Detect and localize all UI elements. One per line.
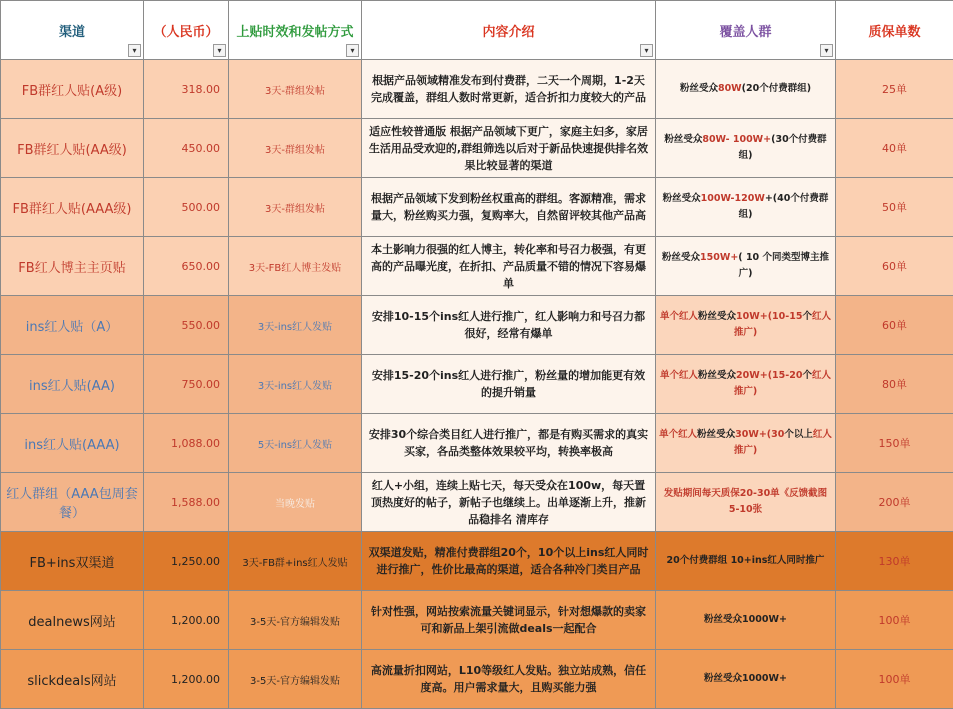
audience-text: 粉丝受众 bbox=[664, 134, 702, 145]
intro-cell: 红人+小组，连续上贴七天，每天受众在100w，每天置顶热度好的帖子，新帖子也继续上。出单逐渐上升，推新品稳排名 清库存 bbox=[362, 473, 656, 532]
channel-cell: ins红人贴(AA) bbox=[1, 355, 144, 414]
filter-dropdown-icon[interactable]: ▾ bbox=[346, 44, 359, 57]
channel-cell: FB红人博主主页贴 bbox=[1, 237, 144, 296]
audience-text: 粉丝受众 bbox=[662, 252, 700, 263]
header-label: 质保单数 bbox=[868, 25, 920, 40]
table-row bbox=[1, 119, 953, 178]
filter-dropdown-icon[interactable]: ▾ bbox=[820, 44, 833, 57]
audience-text: (20个付费群组) bbox=[742, 83, 811, 94]
audience-cell: 粉丝受众1000W+ bbox=[656, 650, 836, 709]
channel-cell: FB群红人贴(AA级) bbox=[1, 119, 144, 178]
method-cell: 3天-群组发帖 bbox=[229, 119, 362, 178]
method-cell: 3天-ins红人发贴 bbox=[229, 296, 362, 355]
intro-cell: 高流量折扣网站，L10等级红人发贴。独立站成熟，信任度高。用户需求量大，且购买能力强 bbox=[362, 650, 656, 709]
audience-cell bbox=[656, 414, 836, 473]
method-cell: 3天-FB群+ins红人发贴 bbox=[229, 532, 362, 591]
intro-cell: 适应性较普通版 根据产品领域下更广，家庭主妇多，家居生活用品受欢迎的,群组筛选以后对于新品快速提供排名效果比较显著的渠道 bbox=[362, 119, 656, 178]
method-cell: 3天-FB红人博主发贴 bbox=[229, 237, 362, 296]
method-cell: 3-5天-官方编辑发贴 bbox=[229, 591, 362, 650]
table-row bbox=[1, 296, 953, 355]
guarantee-cell: 25单 bbox=[836, 60, 953, 119]
header-label: 渠道 bbox=[59, 25, 85, 40]
audience-cell bbox=[656, 178, 836, 237]
header-audience bbox=[656, 1, 836, 60]
intro-cell: 安排15-20个ins红人进行推广，粉丝量的增加能更有效的提升销量 bbox=[362, 355, 656, 414]
intro-cell: 双渠道发贴，精准付费群组20个，10个以上ins红人同时进行推广，性价比最高的渠道，适合各种冷门类目产品 bbox=[362, 532, 656, 591]
guarantee-cell: 60单 bbox=[836, 237, 953, 296]
audience-highlight: 单个红人 bbox=[660, 370, 698, 381]
method-cell: 3天-群组发帖 bbox=[229, 60, 362, 119]
header-intro bbox=[362, 1, 656, 60]
method-cell: 3天-群组发帖 bbox=[229, 178, 362, 237]
price-cell: 500.00 bbox=[144, 178, 229, 237]
filter-dropdown-icon[interactable]: ▾ bbox=[128, 44, 141, 57]
audience-text: 粉丝受众 bbox=[698, 370, 736, 381]
audience-text: 个 bbox=[802, 311, 812, 322]
guarantee-cell: 130单 bbox=[836, 532, 953, 591]
audience-highlight: 100W-120W bbox=[701, 193, 765, 204]
audience-text: 粉丝受众 bbox=[663, 193, 701, 204]
audience-cell: 粉丝受众1000W+ bbox=[656, 591, 836, 650]
header-method bbox=[229, 1, 362, 60]
header-label: 上贴时效和发帖方式 bbox=[236, 25, 353, 40]
audience-cell bbox=[656, 119, 836, 178]
audience-text: 粉丝受众 bbox=[697, 429, 735, 440]
guarantee-cell: 60单 bbox=[836, 296, 953, 355]
guarantee-cell: 150单 bbox=[836, 414, 953, 473]
guarantee-cell: 50单 bbox=[836, 178, 953, 237]
audience-highlight: 红人推广) bbox=[734, 311, 831, 338]
filter-dropdown-icon[interactable]: ▾ bbox=[213, 44, 226, 57]
audience-text: 个以上 bbox=[784, 429, 813, 440]
table-row bbox=[1, 414, 953, 473]
intro-cell: 针对性强，网站按索流量关键词显示，针对想爆款的卖家可和新品上架引流做deals一起配合 bbox=[362, 591, 656, 650]
price-cell: 550.00 bbox=[144, 296, 229, 355]
intro-cell: 安排30个综合类目红人进行推广，都是有购买需求的真实买家，各品类整体效果较平均，转换率极高 bbox=[362, 414, 656, 473]
guarantee-cell: 80单 bbox=[836, 355, 953, 414]
table-row bbox=[1, 591, 953, 650]
intro-cell: 安排10-15个ins红人进行推广，红人影响力和号召力都很好，经常有爆单 bbox=[362, 296, 656, 355]
intro-cell: 根据产品领域下发到粉丝权重高的群组。客源精准，需求量大，粉丝购买力强，复购率大，自然留评较其他产品高 bbox=[362, 178, 656, 237]
header-label: （人民币） bbox=[153, 25, 218, 40]
table-row bbox=[1, 355, 953, 414]
price-cell: 750.00 bbox=[144, 355, 229, 414]
header-guarantee bbox=[836, 1, 953, 60]
audience-text: 粉丝受众 bbox=[680, 83, 718, 94]
audience-highlight: 单个红人 bbox=[659, 429, 697, 440]
table-row bbox=[1, 650, 953, 709]
price-cell: 1,088.00 bbox=[144, 414, 229, 473]
guarantee-cell: 100单 bbox=[836, 591, 953, 650]
audience-highlight: 红人推广) bbox=[734, 370, 831, 397]
intro-cell: 根据产品领域精准发布到付费群，二天一个周期，1-2天完成覆盖，群组人数时常更新，适合折扣力度较大的产品 bbox=[362, 60, 656, 119]
header-row bbox=[1, 1, 953, 60]
method-cell: 当晚发贴 bbox=[229, 473, 362, 532]
guarantee-cell: 200单 bbox=[836, 473, 953, 532]
channel-cell: FB群红人贴(AAA级) bbox=[1, 178, 144, 237]
channel-cell: ins红人贴(AAA) bbox=[1, 414, 144, 473]
header-label: 内容介绍 bbox=[482, 25, 534, 40]
audience-text: 粉丝受众 bbox=[698, 311, 736, 322]
audience-text: ( 10 个同类型博主推广) bbox=[738, 252, 829, 279]
audience-text: 个 bbox=[802, 370, 812, 381]
audience-highlight: 单个红人 bbox=[660, 311, 698, 322]
table-row bbox=[1, 237, 953, 296]
table-row bbox=[1, 178, 953, 237]
price-cell: 450.00 bbox=[144, 119, 229, 178]
table-row bbox=[1, 532, 953, 591]
audience-cell bbox=[656, 355, 836, 414]
channel-cell: dealnews网站 bbox=[1, 591, 144, 650]
audience-cell bbox=[656, 237, 836, 296]
method-cell: 3天-ins红人发贴 bbox=[229, 355, 362, 414]
channel-cell: FB+ins双渠道 bbox=[1, 532, 144, 591]
audience-cell: 20个付费群组 10+ins红人同时推广 bbox=[656, 532, 836, 591]
filter-dropdown-icon[interactable]: ▾ bbox=[640, 44, 653, 57]
price-cell: 1,588.00 bbox=[144, 473, 229, 532]
header-channel bbox=[1, 1, 144, 60]
audience-highlight: 红人推广) bbox=[734, 429, 832, 456]
guarantee-cell: 40单 bbox=[836, 119, 953, 178]
audience-text: (30个付费群组) bbox=[739, 134, 827, 161]
audience-cell: 发贴期间每天质保20-30单《反馈截图5-10张 bbox=[656, 473, 836, 532]
channel-cell: ins红人贴（A） bbox=[1, 296, 144, 355]
price-cell: 318.00 bbox=[144, 60, 229, 119]
audience-highlight: 30W+(30 bbox=[735, 429, 784, 440]
price-cell: 1,250.00 bbox=[144, 532, 229, 591]
channel-cell: 红人群组（AAA包周套餐） bbox=[1, 473, 144, 532]
audience-highlight: 80W bbox=[718, 83, 742, 94]
audience-cell bbox=[656, 296, 836, 355]
table-row bbox=[1, 473, 953, 532]
audience-highlight: 20W+(15-20 bbox=[736, 370, 802, 381]
channel-cell: FB群红人贴(A级) bbox=[1, 60, 144, 119]
table-row bbox=[1, 60, 953, 119]
guarantee-cell: 100单 bbox=[836, 650, 953, 709]
audience-cell bbox=[656, 60, 836, 119]
audience-highlight: 80W- 100W+ bbox=[702, 134, 771, 145]
audience-text: +(40个付费群组) bbox=[739, 193, 829, 220]
channel-cell: slickdeals网站 bbox=[1, 650, 144, 709]
header-label: 覆盖人群 bbox=[719, 25, 771, 40]
header-price bbox=[144, 1, 229, 60]
method-cell: 3-5天-官方编辑发贴 bbox=[229, 650, 362, 709]
intro-cell: 本土影响力很强的红人博主，转化率和号召力极强，有更高的产品曝光度，在折扣、产品质量不错的情况下容易爆单 bbox=[362, 237, 656, 296]
audience-highlight: 150W+ bbox=[700, 252, 738, 263]
price-cell: 1,200.00 bbox=[144, 650, 229, 709]
price-cell: 1,200.00 bbox=[144, 591, 229, 650]
method-cell: 5天-ins红人发贴 bbox=[229, 414, 362, 473]
price-cell: 650.00 bbox=[144, 237, 229, 296]
audience-highlight: 10W+(10-15 bbox=[736, 311, 802, 322]
